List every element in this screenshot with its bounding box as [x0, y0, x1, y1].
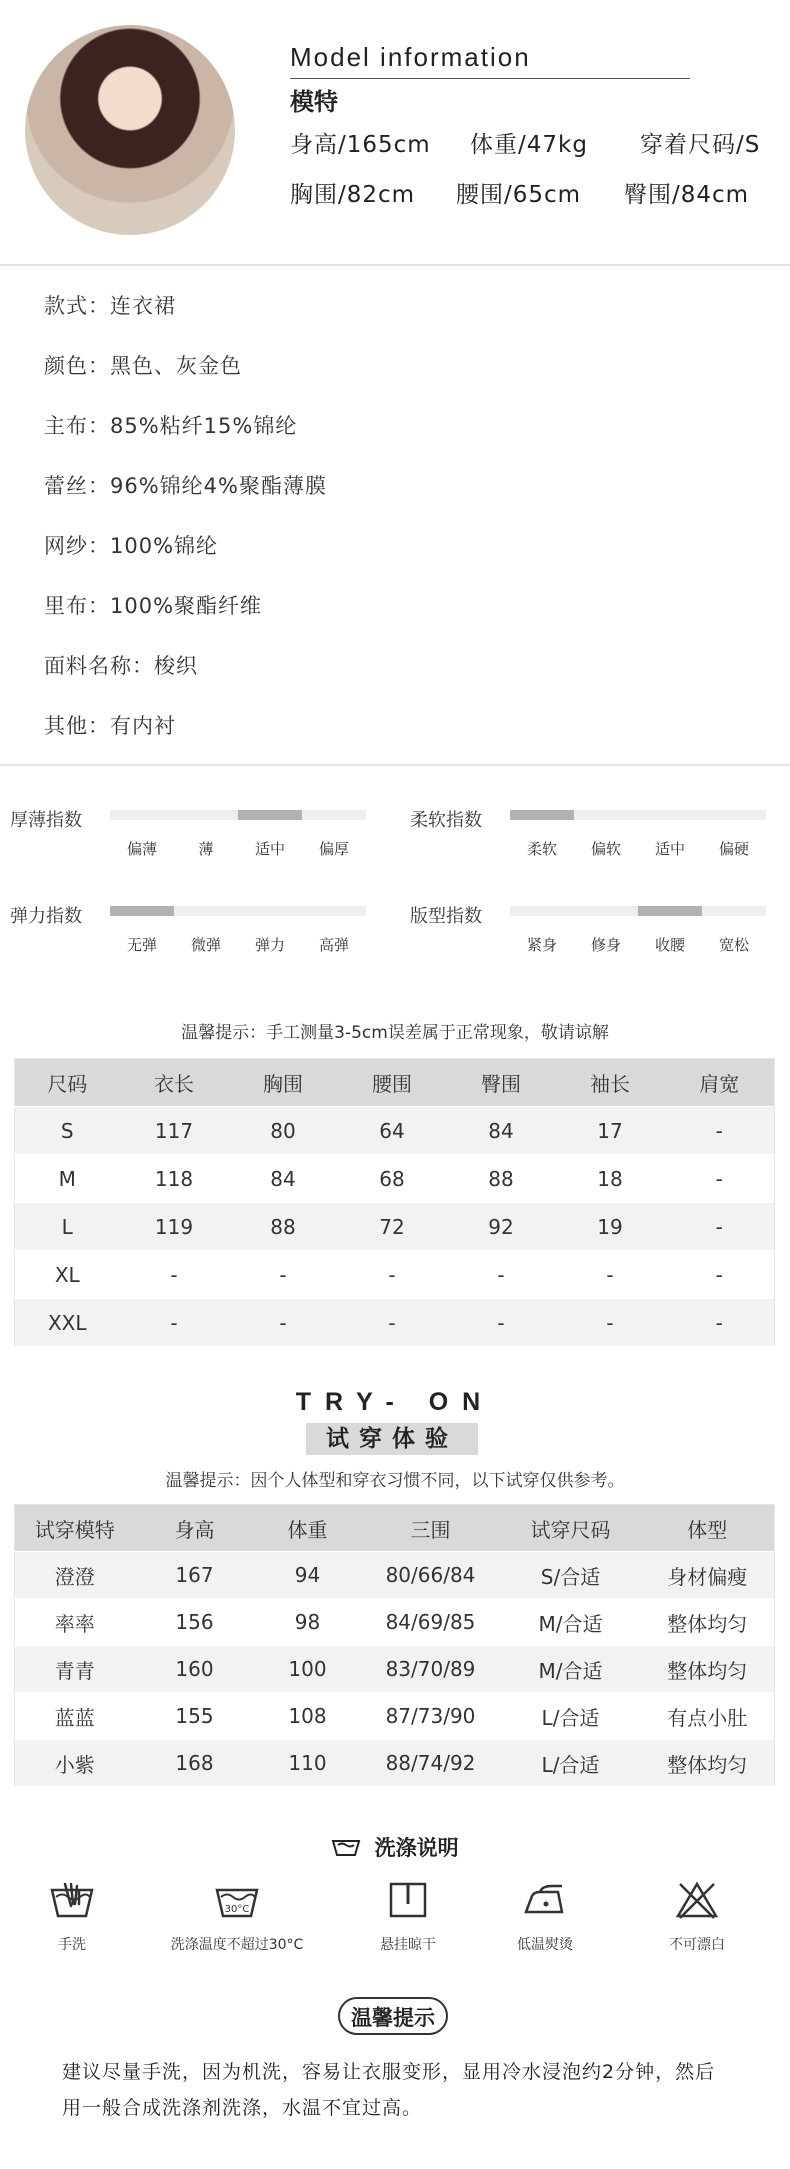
table-cell: 117	[120, 1107, 229, 1155]
index-bar-fill	[510, 810, 574, 820]
table-cell: 有点小肚	[641, 1693, 775, 1740]
table-header-cell: 腰围	[338, 1059, 447, 1107]
table-cell: 身材偏瘦	[641, 1552, 775, 1599]
wash-30c	[162, 1880, 312, 1954]
table-cell: 155	[135, 1693, 255, 1740]
table-cell: -	[120, 1251, 229, 1299]
table-cell: 94	[255, 1552, 361, 1599]
table-cell: 88/74/92	[361, 1740, 501, 1787]
table-cell: 83/70/89	[361, 1646, 501, 1693]
wash-label: 手洗	[58, 1937, 86, 1953]
table-cell: 80/66/84	[361, 1552, 501, 1599]
wash-label: 洗涤温度不超过30°C	[170, 1937, 304, 1953]
index-tick-label: 适中	[254, 840, 286, 858]
table-cell: S	[15, 1107, 120, 1155]
table-header-cell: 体型	[641, 1505, 775, 1552]
table-cell: 92	[447, 1203, 556, 1251]
tryon-note: 温馨提示：因个人体型和穿衣习惯不同，以下试穿仅供参考。	[165, 1471, 625, 1491]
index-tick-label: 柔软	[526, 840, 558, 858]
index-title: 版型指数	[410, 906, 482, 927]
table-header-cell: 胸围	[229, 1059, 338, 1107]
table-cell: -	[229, 1299, 338, 1347]
table-cell: L/合适	[501, 1740, 641, 1787]
attr-fabric-name: 面料名称：梭织	[44, 654, 198, 678]
index-tick-label: 无弹	[126, 936, 158, 954]
index-tick-label: 收腰	[654, 936, 686, 954]
index-tick-label: 弹力	[254, 936, 286, 954]
size-table	[14, 1058, 775, 1347]
table-cell: -	[665, 1107, 775, 1155]
table-header-row	[15, 1505, 775, 1552]
title-underline	[290, 78, 690, 79]
wash-label: 不可漂白	[669, 1937, 725, 1953]
table-cell: 64	[338, 1107, 447, 1155]
table-cell: 17	[556, 1107, 665, 1155]
table-cell: 19	[556, 1203, 665, 1251]
index-bar	[510, 810, 766, 820]
tip-line-2: 用一般合成洗涤剂洗涤，水温不宜过高。	[62, 2097, 423, 2119]
table-header-cell: 尺码	[15, 1059, 120, 1107]
attr-color: 颜色：黑色、灰金色	[44, 354, 242, 378]
index-bar	[110, 906, 366, 916]
table-header-cell: 袖长	[556, 1059, 665, 1107]
model-photo	[25, 25, 235, 235]
index-bar-fill	[238, 810, 302, 820]
table-header-cell: 身高	[135, 1505, 255, 1552]
index-tick-label: 修身	[590, 936, 622, 954]
table-row	[15, 1693, 775, 1740]
table-row	[15, 1299, 775, 1347]
table-cell: 整体均匀	[641, 1740, 775, 1787]
index-tick-label: 偏软	[590, 840, 622, 858]
table-cell: 88	[229, 1203, 338, 1251]
divider	[0, 264, 790, 266]
wash-hang	[333, 1880, 483, 1954]
index-tick-label: 高弹	[318, 936, 350, 954]
table-cell: 110	[255, 1740, 361, 1787]
table-cell: 84/69/85	[361, 1599, 501, 1646]
table-header-cell: 肩宽	[665, 1059, 775, 1107]
attr-mesh: 网纱：100%锦纶	[44, 534, 219, 558]
table-cell: -	[556, 1251, 665, 1299]
svg-text:30°C: 30°C	[224, 1904, 250, 1915]
table-cell: 84	[229, 1155, 338, 1203]
table-header-row	[15, 1059, 775, 1107]
index-title: 柔软指数	[410, 810, 482, 831]
tryon-subtitle: 试穿体验	[306, 1423, 478, 1455]
model-info-title: Model information	[290, 42, 531, 72]
model-waist: 腰围/65cm	[456, 182, 582, 208]
divider	[0, 764, 790, 766]
table-row	[15, 1155, 775, 1203]
wash-label: 低温熨烫	[517, 1937, 573, 1953]
index-bar	[510, 906, 766, 916]
table-cell: -	[665, 1155, 775, 1203]
table-cell: 蓝蓝	[15, 1693, 135, 1740]
table-cell: 小紫	[15, 1740, 135, 1787]
low-iron-icon	[470, 1880, 620, 1920]
table-cell: 160	[135, 1646, 255, 1693]
table-cell: M/合适	[501, 1646, 641, 1693]
table-cell: 整体均匀	[641, 1646, 775, 1693]
index-tick-label: 宽松	[718, 936, 750, 954]
table-row	[15, 1646, 775, 1693]
table-row	[15, 1251, 775, 1299]
table-cell: 98	[255, 1599, 361, 1646]
wash-iron	[470, 1880, 620, 1954]
tip-line-1: 建议尽量手洗，因为机洗，容易让衣服变形，显用冷水浸泡约2分钟，然后	[62, 2061, 716, 2083]
index-tick-label: 适中	[654, 840, 686, 858]
table-cell: -	[447, 1251, 556, 1299]
size-note: 温馨提示：手工测量3-5cm误差属于正常现象，敬请谅解	[181, 1023, 609, 1043]
table-cell: XL	[15, 1251, 120, 1299]
attr-lace: 蕾丝：96%锦纶4%聚酯薄膜	[44, 474, 327, 498]
table-row	[15, 1203, 775, 1251]
table-cell: 青青	[15, 1646, 135, 1693]
table-header-cell: 衣长	[120, 1059, 229, 1107]
index-tick-label: 微弹	[190, 936, 222, 954]
attr-other: 其他：有内衬	[44, 714, 176, 738]
tip-label: 温馨提示	[338, 1997, 448, 2035]
index-bar-fill	[638, 906, 702, 916]
table-cell: 168	[135, 1740, 255, 1787]
wash-bleach	[622, 1880, 772, 1954]
table-cell: -	[229, 1251, 338, 1299]
table-cell: 87/73/90	[361, 1693, 501, 1740]
table-cell: 18	[556, 1155, 665, 1203]
table-cell: 率率	[15, 1599, 135, 1646]
model-height: 身高/165cm	[290, 132, 431, 158]
table-cell: 156	[135, 1599, 255, 1646]
table-cell: -	[338, 1299, 447, 1347]
tryon-table	[14, 1504, 775, 1787]
wash-30c-icon	[162, 1880, 312, 1920]
table-cell: 118	[120, 1155, 229, 1203]
table-header-cell: 臀围	[447, 1059, 556, 1107]
index-tick-label: 偏薄	[126, 840, 158, 858]
table-cell: 167	[135, 1552, 255, 1599]
table-cell: 72	[338, 1203, 447, 1251]
wash-label: 悬挂晾干	[380, 1937, 436, 1953]
attr-lining: 里布：100%聚酯纤维	[44, 594, 263, 618]
table-cell: L/合适	[501, 1693, 641, 1740]
no-bleach-icon	[622, 1880, 772, 1920]
hand-wash-icon	[0, 1880, 147, 1920]
model-hip: 臀围/84cm	[624, 182, 750, 208]
model-weight: 体重/47kg	[470, 132, 588, 158]
table-cell: 100	[255, 1646, 361, 1693]
index-title: 厚薄指数	[10, 810, 82, 831]
wash-hand	[0, 1880, 147, 1954]
model-size: 穿着尺码/S	[640, 132, 761, 158]
index-tick-label: 偏厚	[318, 840, 350, 858]
table-cell: M	[15, 1155, 120, 1203]
table-header-cell: 试穿模特	[15, 1505, 135, 1552]
table-row	[15, 1599, 775, 1646]
table-cell: -	[556, 1299, 665, 1347]
wash-title: 洗涤说明	[374, 1836, 459, 1860]
tryon-title: TRY- ON	[295, 1388, 495, 1416]
table-cell: -	[665, 1299, 775, 1347]
table-header-cell: 三围	[361, 1505, 501, 1552]
table-cell: -	[665, 1203, 775, 1251]
table-cell: 澄澄	[15, 1552, 135, 1599]
table-cell: 108	[255, 1693, 361, 1740]
table-row	[15, 1740, 775, 1787]
index-tick-label: 紧身	[526, 936, 558, 954]
table-row	[15, 1552, 775, 1599]
table-cell: -	[447, 1299, 556, 1347]
table-header-cell: 体重	[255, 1505, 361, 1552]
index-title: 弹力指数	[10, 906, 82, 927]
index-bar	[110, 810, 366, 820]
table-cell: S/合适	[501, 1552, 641, 1599]
table-cell: 68	[338, 1155, 447, 1203]
model-bust: 胸围/82cm	[290, 182, 416, 208]
table-cell: L	[15, 1203, 120, 1251]
basin-icon	[331, 1836, 374, 1860]
table-cell: -	[338, 1251, 447, 1299]
table-cell: XXL	[15, 1299, 120, 1347]
table-cell: 119	[120, 1203, 229, 1251]
table-cell: -	[665, 1251, 775, 1299]
table-cell: 88	[447, 1155, 556, 1203]
attr-style: 款式：连衣裙	[44, 294, 176, 318]
index-tick-label: 薄	[198, 840, 214, 858]
index-tick-label: 偏硬	[718, 840, 750, 858]
table-cell: -	[120, 1299, 229, 1347]
table-header-cell: 试穿尺码	[501, 1505, 641, 1552]
table-cell: 84	[447, 1107, 556, 1155]
table-row	[15, 1107, 775, 1155]
wash-header	[0, 1832, 790, 1862]
table-cell: 整体均匀	[641, 1599, 775, 1646]
index-bar-fill	[110, 906, 174, 916]
table-cell: M/合适	[501, 1599, 641, 1646]
table-cell: 80	[229, 1107, 338, 1155]
attr-main-fabric: 主布：85%粘纤15%锦纶	[44, 414, 298, 438]
model-subtitle: 模特	[290, 88, 338, 116]
hang-dry-icon	[333, 1880, 483, 1920]
